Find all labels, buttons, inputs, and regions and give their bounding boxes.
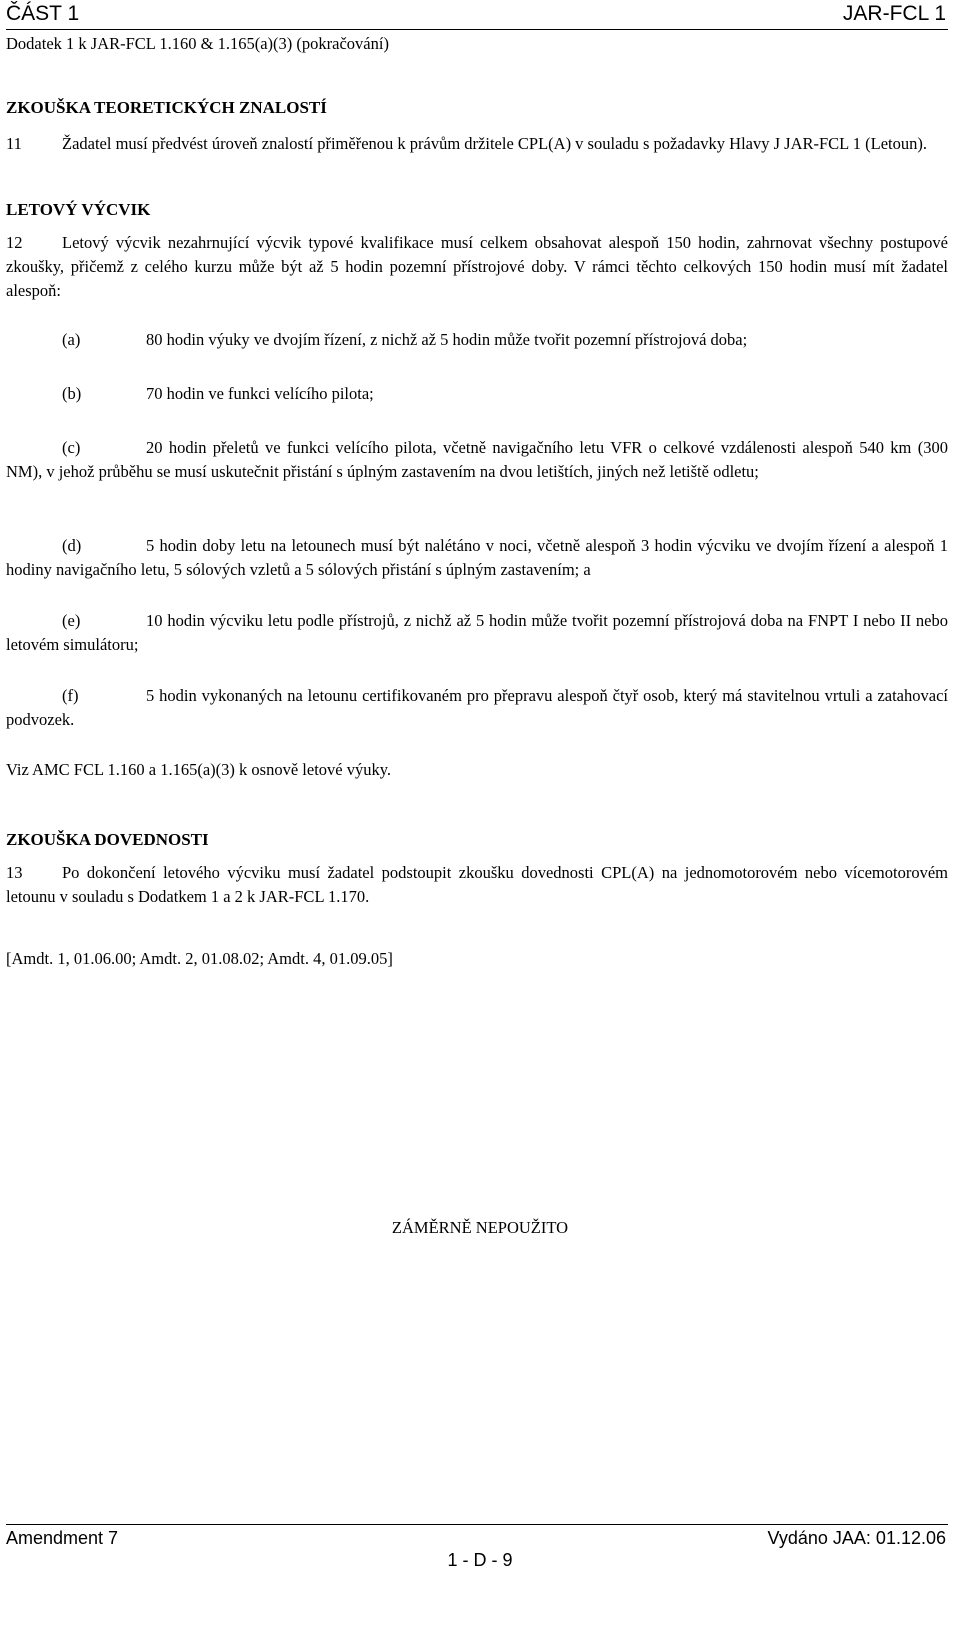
page-number: 1 - D - 9 xyxy=(447,1550,513,1570)
header-doc-label: JAR-FCL 1 xyxy=(842,2,946,25)
item-label-d: (d) xyxy=(62,536,82,555)
item-label-c: (c) xyxy=(62,438,81,457)
item-text-e: 10 hodin výcviku letu podle přístrojů, z nichž až 5 hodin může tvořit pozemní přístrojová doba na FNPT I nebo II nebo letovém simulátoru; xyxy=(6,611,948,654)
item-text-a: 80 hodin výuky ve dvojím řízení, z nichž až 5 hodin může tvořit pozemní přístrojová doba; xyxy=(146,330,748,349)
item-f xyxy=(6,684,948,732)
paragraph-13 xyxy=(6,861,948,909)
footer-rule xyxy=(6,1524,948,1525)
item-c xyxy=(6,436,948,484)
paragraph-number: 13 xyxy=(6,863,23,882)
paragraph-text: Po dokončení letového výcviku musí žadatel podstoupit zkoušku dovednosti CPL(A) na jednomotorovém nebo vícemotorovém letounu v souladu s Dodatkem 1 a 2 k JAR-FCL 1.170. xyxy=(6,863,948,906)
amc-reference: Viz AMC FCL 1.160 a 1.165(a)(3) k osnově letové výuky. xyxy=(6,760,392,779)
footer-amendment: Amendment 7 xyxy=(6,1528,119,1548)
item-label-f: (f) xyxy=(62,686,79,705)
section-title-theory: ZKOUŠKA TEORETICKÝCH ZNALOSTÍ xyxy=(6,98,327,117)
header-rule xyxy=(6,29,948,30)
item-text-f: 5 hodin vykonaných na letounu certifikovaném pro přepravu alespoň čtyř osob, který má stavitelnou vrtuli a zatahovací podvozek. xyxy=(6,686,948,729)
item-label-e: (e) xyxy=(62,611,81,630)
paragraph-text: Žadatel musí předvést úroveň znalostí přiměřenou k právům držitele CPL(A) v souladu s požadavky Hlavy J JAR-FCL 1 (Letoun). xyxy=(62,134,927,153)
item-text-c: 20 hodin přeletů ve funkci velícího pilota, včetně navigačního letu VFR o celkové vzdálenosti alespoň 540 km (300 NM), v jehož průběhu se musí uskutečnit přistání s úplným zastavením na dvou letištích, jiných než letiště odletu; xyxy=(6,438,948,481)
paragraph-12 xyxy=(6,231,948,303)
footer-issue-date: Vydáno JAA: 01.12.06 xyxy=(767,1528,946,1548)
paragraph-text: Letový výcvik nezahrnující výcvik typové kvalifikace musí celkem obsahovat alespoň 150 hodin, zahrnovat všechny postupové zkoušky, přičemž z celého kurzu může být až 5 hodin pozemní přístrojové doby. V rámci těchto celkových 150 hodin musí mít žadatel alespoň: xyxy=(6,233,948,300)
paragraph-number: 11 xyxy=(6,134,22,153)
paragraph-number: 12 xyxy=(6,233,23,252)
item-text-b: 70 hodin ve funkci velícího pilota; xyxy=(146,384,374,403)
item-d xyxy=(6,534,948,582)
header-subtitle: Dodatek 1 k JAR-FCL 1.160 & 1.165(a)(3) (pokračování) xyxy=(6,34,389,53)
item-text-d: 5 hodin doby letu na letounech musí být nalétáno v noci, včetně alespoň 3 hodin výcviku ve dvojím řízení a alespoň 1 hodiny navigačního letu, 5 sólových vzletů a 5 sólových přistání s úplným zastavením; a xyxy=(6,536,948,579)
item-label-a: (a) xyxy=(62,330,81,349)
item-label-b: (b) xyxy=(62,384,82,403)
header-part-label: ČÁST 1 xyxy=(6,2,80,25)
paragraph-11 xyxy=(6,132,948,156)
section-title-flight: LETOVÝ VÝCVIK xyxy=(6,200,151,219)
section-title-skill: ZKOUŠKA DOVEDNOSTI xyxy=(6,830,209,849)
amendment-history: [Amdt. 1, 01.06.00; Amdt. 2, 01.08.02; Amdt. 4, 01.09.05] xyxy=(6,949,393,968)
intentionally-blank-notice: ZÁMĚRNĚ NEPOUŽITO xyxy=(391,1218,569,1237)
item-e xyxy=(6,609,948,657)
